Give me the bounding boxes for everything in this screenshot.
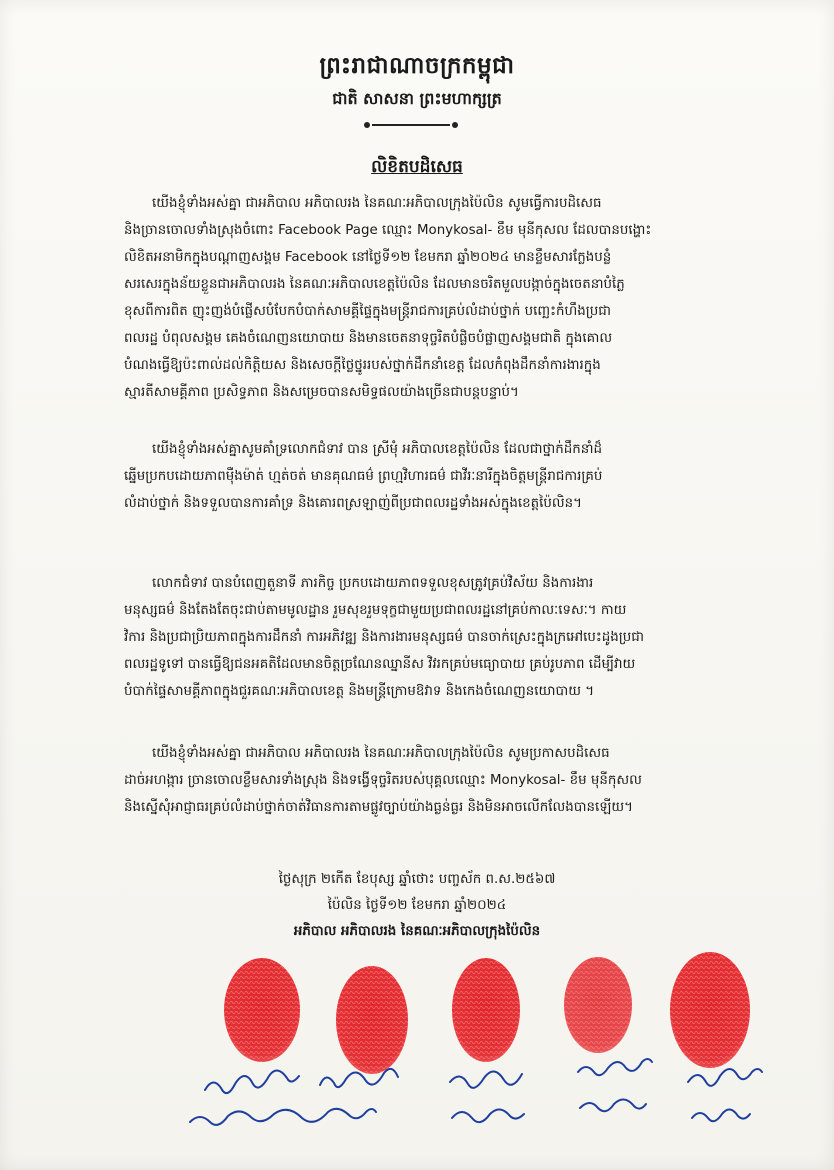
signature-3 <box>450 1071 522 1087</box>
paragraph-line: វិការ និងប្រជាប្រិយភាពក្នុងការដឹកនាំ ការអភិវឌ្ឍ និងការងារមនុស្សធម៌ បានចាក់ស្រេះក្នុងក្រអៅបេះដូងប្រជា <box>124 630 644 645</box>
paragraph-line: មនុស្សធម៌ និងតែងតែចុះជាប់តាមមូលដ្ឋាន រួមសុខរួមទុក្ខជាមួយប្រជាពលរដ្ឋនៅគ្រប់កាលៈទេសៈ។ កាយ <box>124 603 627 618</box>
signature-2 <box>320 1069 398 1087</box>
paragraph-line: ពលរដ្ឋទូទៅ បានធ្វើឱ្យជនអគតិដែលមានចិត្តច្រណែនឈ្នានីស វិវរកគ្រប់មធ្យោបាយ គ្រប់រូបភាព ដើម្បីវាយ <box>124 657 636 672</box>
paragraph-line: សរសេរក្នុងន័យខ្លួនជាអភិបាលរង នៃគណៈអភិបាលខេត្តប៉ៃលិន ដែលមានចរិតមួលបង្កាច់ក្នុងចេតនាបំភ្លៃ <box>124 277 625 292</box>
place-and-date: ប៉ៃលិន ថ្ងៃទី១២ ខែមករា ឆ្នាំ២០២៤ <box>327 898 507 913</box>
paragraph-line: ខុសពីការពិត ញុះញង់បំផ្លើសបំបែកបំបាក់សាមគ្គីផ្ទៃក្នុងមន្ត្រីរាជការគ្រប់លំដាប់ថ្នាក់ បញ្ឆេះកំហឹងប្រជា <box>124 304 611 319</box>
paragraph-line: បំបាក់ផ្ទៃសាមគ្គីភាពក្នុងជួរគណៈអភិបាលខេត្ត និងមន្ត្រីក្រោមឱវាទ និងកេងចំណេញនយោបាយ ។ <box>124 684 595 699</box>
fingerprint-5 <box>670 952 750 1068</box>
document-title: លិខិតបដិសេធ <box>371 157 463 177</box>
fingerprint-2 <box>336 966 408 1074</box>
paragraph-line: និងស្នើសុំអាជ្ញាធរគ្រប់លំដាប់ថ្នាក់ចាត់វិធានការតាមផ្លូវច្បាប់យ៉ាងធ្ងន់ធ្ងរ និងមិនអាចលើកលែងបានឡើយ។ <box>124 800 633 815</box>
paragraph-line: ស្មារតីសាមគ្គីភាព ប្រសិទ្ធភាព និងសម្រេចបានសមិទ្ធផលយ៉ាងច្រើនជាបន្តបន្ទាប់។ <box>124 385 519 400</box>
lunar-date: ថ្ងៃសុក្រ ២កើត ខែបុស្ស ឆ្នាំថោះ បញ្ចស័ក ព.ស.២៥៦៧ <box>278 872 556 887</box>
paragraph-line: យើងខ្ញុំទាំងអស់គ្នា ជាអភិបាល អភិបាលរង នៃគណៈអភិបាលក្រុងប៉ៃលិន សូមប្រកាសបដិសេធ <box>152 746 610 761</box>
paragraph-line: ឆ្នើមប្រកបដោយភាពម៉ឺងម៉ាត់ ហ្មត់ចត់ មានគុណធម៌ ព្រហ្មវិហារធម៌ ជាវីរៈនារីក្នុងចិត្តមន្ត្រីរាជការគ្រប់ <box>124 469 603 484</box>
signature-5 <box>688 1069 762 1086</box>
signature-1 <box>205 1070 299 1093</box>
paragraph-line: យើងខ្ញុំទាំងអស់គ្នាសូមគាំទ្រលោកជំទាវ បាន ស្រីមុំ អភិបាលខេត្តប៉ៃលិន ដែលជាថ្នាក់ដឹកនាំដ៏ <box>152 442 602 457</box>
fingerprint-1 <box>224 958 300 1062</box>
fingerprint-4 <box>564 957 632 1053</box>
paragraph-line: បំណងធ្វើឱ្យប៉ះពាល់ដល់កិត្តិយស និងសេចក្តីថ្លៃថ្នូររបស់ថ្នាក់ដឹកនាំខេត្ត ដែលកំពុងដឹកនាំការងារក្នុង <box>124 358 601 373</box>
paragraph-line: លោកជំទាវ បានបំពេញតួនាទី ភារកិច្ច ប្រកបដោយភាពទទួលខុសត្រូវគ្រប់វិស័យ និងការងារ <box>152 576 594 591</box>
signature-4-line-2 <box>580 1099 646 1111</box>
signature-3-line-2 <box>452 1109 524 1122</box>
national-motto: ជាតិ សាសនា ព្រះមហាក្សត្រ <box>332 89 502 108</box>
signatory-title: អភិបាល អភិបាលរង នៃគណៈអភិបាលក្រុងប៉ៃលិន <box>293 924 541 939</box>
paragraph-line: និងច្រានចោលទាំងស្រុងចំពោះ Facebook Page ឈ្មោះ Monykosal- ខឹម មុនីកុសល ដែលបានបង្ហោះ <box>124 223 652 238</box>
paragraph-line: ដាច់អហង្ការ ច្រានចោលខ្លឹមសារទាំងស្រុង និងទង្វើទុច្ចរិតរបស់បុគ្គលឈ្មោះ Monykosal- ខឹម មុនីកុសល <box>124 773 642 788</box>
paragraph-line: លិខិតអនាមិកក្នុងបណ្តាញសង្គម Facebook នៅថ្ងៃទី១២ ខែមករា ឆ្នាំ២០២៤ មានខ្លឹមសារក្លែងបន្លំ <box>124 250 612 265</box>
signature-5-line-2 <box>692 1109 750 1121</box>
paragraph-line: យើងខ្ញុំទាំងអស់គ្នា ជាអភិបាល អភិបាលរង នៃគណៈអភិបាលក្រុងប៉ៃលិន សូមធ្វើការបដិសេធ <box>152 196 602 211</box>
signature-1-line-2 <box>190 1109 376 1125</box>
paragraph-line: លំដាប់ថ្នាក់ និងទទួលបានការគាំទ្រ និងគោរពស្រឡាញ់ពីប្រជាពលរដ្ឋទាំងអស់ក្នុងខេត្តប៉ៃលិន។ <box>124 496 582 511</box>
paragraph-line: ពលរដ្ឋ បំពុលសង្គម គេងចំណេញនយោបាយ និងមានចេតនាទុច្ចរិតបំផ្លិចបំផ្លាញសង្គមជាតិ ក្នុងគោល <box>124 331 613 346</box>
signature-4 <box>578 1059 652 1075</box>
fingerprint-3 <box>452 958 520 1062</box>
kingdom-heading: ព្រះរាជាណាចក្រកម្ពុជា <box>319 53 515 79</box>
